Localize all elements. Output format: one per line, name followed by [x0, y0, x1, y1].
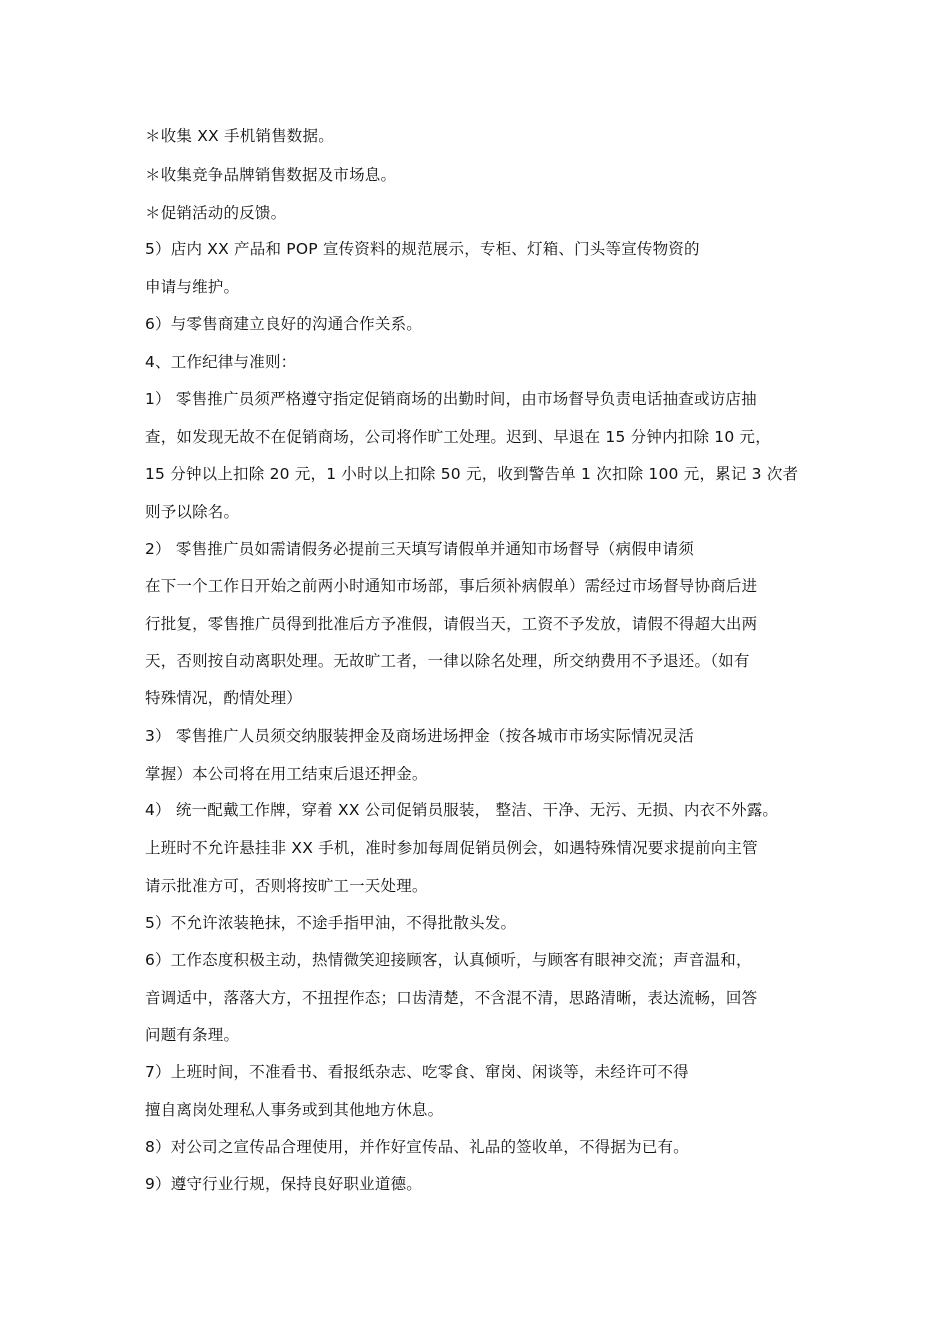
- text-line: ＊收集 XX 手机销售数据。: [145, 127, 334, 145]
- text-line: 1） 零售推广员须严格遵守指定促销商场的出勤时间，由市场督导负责电话抽查或访店抽: [145, 390, 757, 408]
- text-line: 8）对公司之宣传品合理使用，并作好宣传品、礼品的签收单，不得据为已有。: [145, 1138, 689, 1156]
- text-line: 擅自离岗处理私人事务或到其他地方休息。: [145, 1101, 444, 1119]
- text-line: 申请与维护。: [145, 278, 240, 296]
- text-line: 音调适中，落落大方，不扭捏作态；口齿清楚，不含混不清，思路清晰，表达流畅，回答: [145, 989, 758, 1007]
- text-line: 7）上班时间，不准看书、看报纸杂志、吃零食、窜岗、闲谈等，未经许可不得: [145, 1063, 689, 1081]
- text-line: 9）遵守行业行规，保持良好职业道德。: [145, 1175, 422, 1193]
- section-heading: 4、工作纪律与准则：: [145, 353, 297, 371]
- text-line: 2） 零售推广员如需请假务必提前三天填写请假单并通知市场督导（病假申请须: [145, 540, 694, 558]
- text-line: 查，如发现无故不在促销商场，公司将作旷工处理。迟到、早退在 15 分钟内扣除 10 元，: [145, 428, 771, 446]
- text-line: 请示批准方可，否则将按旷工一天处理。: [145, 877, 428, 895]
- text-line: 特殊情况，酌情处理）: [145, 689, 303, 707]
- text-line: 在下一个工作日开始之前两小时通知市场部，事后须补病假单）需经过市场督导协商后进: [145, 577, 758, 595]
- text-line: ＊促销活动的反馈。: [145, 204, 287, 222]
- text-line: ＊收集竞争品牌销售数据及市场息。: [145, 166, 397, 184]
- text-line: 5）不允许浓装艳抹，不途手指甲油，不得批散头发。: [145, 914, 517, 932]
- text-line: 问题有条理。: [145, 1026, 240, 1044]
- text-line: 3） 零售推广人员须交纳服装押金及商场进场押金（按各城市市场实际情况灵活: [145, 727, 694, 745]
- text-line: 15 分钟以上扣除 20 元，1 小时以上扣除 50 元，收到警告单 1 次扣除 100 元，累记 3 次者: [145, 465, 799, 483]
- text-line: 上班时不允许悬挂非 XX 手机，准时参加每周促销员例会，如遇特殊情况要求提前向主管: [145, 839, 758, 857]
- text-line: 掌握）本公司将在用工结束后退还押金。: [145, 765, 428, 783]
- text-line: 天，否则按自动离职处理。无故旷工者，一律以除名处理，所交纳费用不予退还。（如有: [145, 652, 750, 670]
- text-line: 则予以除名。: [145, 503, 240, 521]
- text-line: 5）店内 XX 产品和 POP 宣传资料的规范展示，专柜、灯箱、门头等宣传物资的: [145, 240, 700, 258]
- text-line: 6）工作态度积极主动，热情微笑迎接顾客，认真倾听，与顾客有眼神交流；声音温和，: [145, 951, 752, 969]
- text-line: 6）与零售商建立良好的沟通合作关系。: [145, 315, 422, 333]
- text-line: 行批复，零售推广员得到批准后方予准假，请假当天，工资不予发放，请假不得超大出两: [145, 615, 758, 633]
- text-line: 4） 统一配戴工作牌，穿着 XX 公司促销员服装， 整洁、干净、无污、无损、内衣不外露。: [145, 801, 779, 819]
